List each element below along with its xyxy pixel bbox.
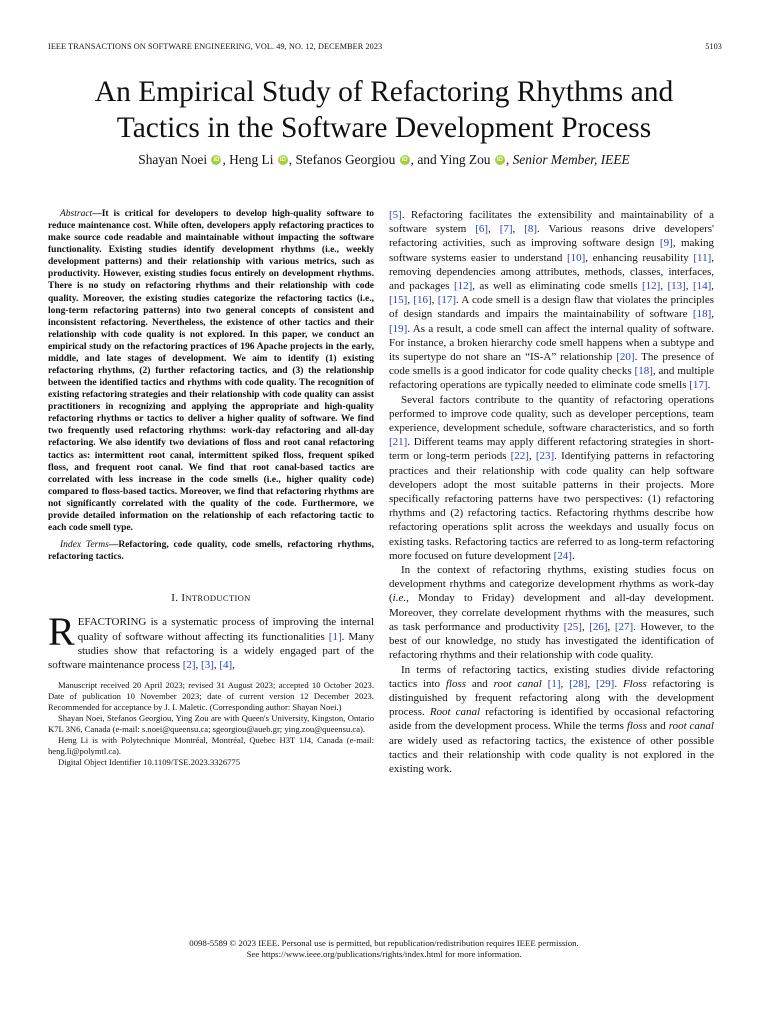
citation-link[interactable]: [19] (389, 322, 408, 335)
citation-link[interactable]: [1] (547, 677, 561, 690)
citation-link[interactable]: [13] (667, 280, 686, 293)
author-membership: Senior Member, IEEE (512, 152, 630, 167)
author-list: Shayan Noei iD , Heng Li iD , Stefanos Georgiou iD , and Ying Zou iD , Senior Member, IEEE (138, 152, 630, 167)
citation-link[interactable]: [11] (693, 251, 712, 264)
orcid-icon[interactable]: iD (401, 157, 408, 163)
index-terms (48, 539, 374, 563)
copyright-line-2: See https://www.ieee.org/publications/rights/index.html for more information. (246, 949, 522, 959)
citation-link[interactable]: [17] (689, 379, 708, 392)
abstract-lead: Abstract (60, 209, 93, 219)
citation-link[interactable]: [5] (389, 209, 402, 221)
citation-link[interactable]: [4] (219, 659, 233, 672)
orcid-icon[interactable]: iD (213, 157, 220, 163)
citation-link[interactable]: [21] (389, 436, 408, 449)
citation-link[interactable]: [26] (589, 620, 608, 633)
copyright-notice (40, 938, 728, 960)
index-terms-text: —Refactoring, code quality, code smells, refactoring rhythms, refactoring tactics. (48, 540, 375, 563)
citation-link[interactable]: [25] (563, 620, 582, 633)
abstract (48, 208, 374, 534)
title-line-2: Tactics in the Software Development Process (116, 112, 652, 144)
orcid-icon[interactable]: iD (279, 157, 286, 163)
citation-link[interactable]: [27] (614, 620, 634, 633)
citation-link[interactable]: [8] (524, 223, 538, 236)
footnote-affiliation: Shayan Noei, Stefanos Georgiou, Ying Zou are with Queen's University, Kingston, Ontario K7L 3N6, Canada (e-mail: s.noei@queensu.ca; sgeorgiou@aueb.gr; ying.zou@queensu.ca). (48, 713, 374, 734)
citation-link[interactable]: [14] (692, 280, 712, 293)
citation-link[interactable]: [3] (201, 659, 214, 672)
right-column (389, 208, 714, 776)
body-paragraph: In the context of refactoring rhythms, existing studies focus on development rhythms and categorize development rhythms as work-day (i.e., Monday to Friday) development and all-day development. Moreover, they correlate development rhythms with the measures, such as task performance and productivity [25], [26], [27]. However, to the best of our knowledge, no study has investigated the identification of refactoring rhythms and their relationship with code quality. (389, 564, 715, 662)
paper-title (40, 74, 728, 146)
author-name: Heng Li (229, 152, 274, 167)
left-column (48, 208, 374, 768)
copyright-line-1: 0098-5589 © 2023 IEEE. Personal use is permitted, but republication/redistribution requires IEEE permission. (189, 938, 579, 948)
citation-link[interactable]: [17] (437, 294, 457, 307)
section-heading-introduction (48, 591, 374, 605)
citation-link[interactable]: [1] (328, 630, 342, 643)
body-paragraph: Several factors contribute to the quantity of refactoring operations performed to improve code quality, such as developer perceptions, team experience, development schedule, software characteristics, and so forth [21]. Different teams may apply different refactoring strategies in short-term or long-term periods [22], [23]. Identifying patterns in refactoring practices and their relationship with code quality can help software developers adopt the most suitable patterns in their projects. More specifically refactoring patterns have two perspectives: (1) refactoring rhythms and (2) refactoring tactics. Refactoring rhythms describe how refactoring operations split across the weekdays and usually focus on existing tasks. Refactoring tactics are referred to as long-term refactoring more focused on future development [24]. (389, 393, 714, 562)
section-numeral: I. (171, 592, 179, 605)
citation-link[interactable]: [18] (692, 308, 712, 321)
citation-link[interactable]: [20] (616, 351, 635, 364)
footnote-affiliation: Heng Li is with Polytechnique Montréal, Montréal, Quebec H3T 1J4, Canada (e-mail: heng.li@polymtl.ca). (48, 734, 374, 756)
citation-link[interactable]: [28] (569, 677, 588, 690)
citation-link[interactable]: [16] (413, 294, 432, 307)
citation-link[interactable]: [12] (453, 280, 473, 293)
orcid-icon[interactable]: iD (496, 157, 503, 163)
index-terms-lead: Index Terms (60, 540, 109, 551)
running-header (48, 42, 722, 51)
introduction-text (48, 609, 374, 672)
author-name: Shayan Noei (138, 152, 208, 167)
title-line-1: An Empirical Study of Refactoring Rhythms and (94, 76, 674, 108)
body-paragraph: In terms of refactoring tactics, existing studies divide refactoring tactics into floss and root canal [1], [28], [29]. Floss refactoring is distinguished by frequent refactoring along with the development process. Root canal refactoring is identified by occasional refactoring aside from the development process. While the terms floss and root canal are widely used as refactoring tactics, the existence of other possible tactics and their relationship with code quality is not explored in the existing work. (389, 663, 715, 775)
abstract-text: —It is critical for developers to develop high-quality software to reduce maintenance cost. While often, developers apply refactoring practices to make source code readable and maintainable without impacting the software functionality. Existing studies identify development rhythms (i.e., weekly development patterns) and their relationship with various metrics, such as productivity. However, existing studies focus entirely on development rhythms. There is no study on refactoring rhythms and their relationship with code quality. Moreover, the existing studies categorize the refactoring tactics (i.e., long-term refactoring patterns) into two general concepts of consistent and inconsistent refactoring. Nevertheless, the existence of other tactics and their relationship with code quality is not explored. In this paper, we conduct an empirical study on the refactoring practices of 196 Apache projects in the early, middle, and late stages of development. We aim to identify (1) existing refactoring rhythms, (2) further refactoring tactics, and (3) the relationship between the identified tactics and rhythms with code quality. The recognition of existing refactoring strategies and their relationship with code quality can assist practitioners in recognizing and applying the appropriate and high-quality refactoring rhythms or tactics to deliver a higher quality of software. We find two frequently used refactoring rhythms: work-day refactoring and all-day refactoring. We also identify two deviations of floss and root canal refactoring tactics as: intermittent root canal, intermittent spiked floss, frequent spiked floss, and frequent root canal. We find that root canal-based tactics are correlated with less increase in the code smells (i.e., higher quality code) compared to floss-based tactics. Moreover, we find that refactoring rhythms are not significantly correlated with the quality of the code. Furthermore, we provide detailed information on the relationship of each refactoring tactic to each code smell type. (48, 209, 374, 534)
author-name: Ying Zou (439, 152, 491, 167)
author-name: Stefanos Georgiou (295, 152, 396, 167)
footnote-received: Manuscript received 20 April 2023; revised 31 August 2023; accepted 10 October 2023. Date of publication 10 November 2023; date of current version 12 December 2023. Recommended for acceptance by J. I. Maletic. (Corresponding author: Shayan Noei.) (48, 680, 374, 713)
citation-link[interactable]: [2] (182, 659, 196, 672)
citation-link[interactable]: [9] (659, 237, 673, 250)
citation-link[interactable]: [15] (389, 294, 408, 307)
citation-link[interactable]: [12] (642, 280, 661, 293)
section-title-rest: NTRODUCTION (185, 593, 251, 604)
citation-link[interactable]: [18] (634, 365, 653, 378)
footnotes (48, 680, 374, 767)
citation-link[interactable]: [23] (535, 450, 555, 463)
citation-link[interactable]: [10] (566, 251, 586, 264)
citation-link[interactable]: [22] (510, 450, 529, 463)
footnote-doi: Digital Object Identifier 10.1109/TSE.2023.3326775 (58, 756, 241, 767)
drop-cap: R (48, 609, 75, 655)
conjunction: and (417, 152, 437, 167)
body-paragraph: [5]. Refactoring facilitates the extensibility and maintainability of a software system [6], [7], [8]. Various reasons drive developers' refactoring activities, such as improving software design [9], making software systems easier to understand [10], enhancing reusability [11], removing dependencies among attributes, methods, classes, interfaces, and packages [12], as well as eliminating code smells [12], [13], [14], [15], [16], [17]. A code smell is a design flaw that violates the principles of design standards and impairs the maintainability of software [18], [19]. As a result, a code smell can affect the internal quality of software. For instance, a broken hierarchy code smell happens when a subtype and its supertype do not share an “IS-A” relationship [20]. The presence of code smells is a good indicator for code quality checks [18], and multiple refactoring operations are typically needed to eliminate code smells [17]. (389, 209, 715, 392)
section-title-first-letter: I (181, 592, 186, 605)
citation-link[interactable]: [7] (499, 223, 513, 236)
journal-name: IEEE TRANSACTIONS ON SOFTWARE ENGINEERING, VOL. 49, NO. 12, DECEMBER 2023 (48, 42, 383, 51)
citation-link[interactable]: [24] (553, 549, 572, 562)
intro-paragraph: REFACTORING is a systematic process of improving the internal quality of software without affecting its functionalities [1]. Many studies show that refactoring is a widely engaged part of the software maintenance process [2], [3], [4], (48, 609, 374, 672)
page-number: 5103 (705, 42, 722, 51)
citation-link[interactable]: [29] (596, 677, 615, 690)
citation-link[interactable]: [6] (475, 223, 489, 236)
